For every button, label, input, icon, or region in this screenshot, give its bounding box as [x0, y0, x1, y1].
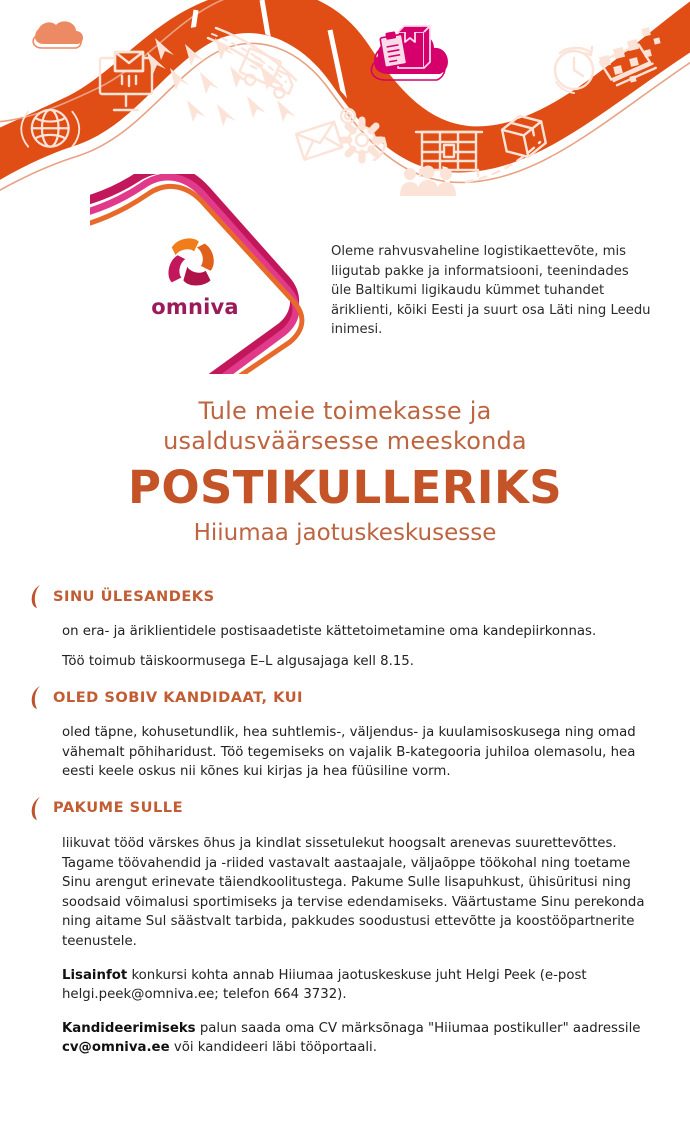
- bracket-icon: [30, 584, 42, 608]
- section-tasks-paragraph-1: on era- ja äriklientidele postisaadetiste kättetoimetamine oma kandepiirkonnas.: [62, 624, 597, 639]
- masthead: [0, 200, 690, 390]
- section-title-offer: PAKUME SULLE: [53, 799, 184, 817]
- apply-label: Kandideerimiseks: [62, 1020, 196, 1036]
- omniva-wordmark: omniva: [151, 295, 239, 319]
- envelope-icon: [296, 122, 342, 160]
- section-header-tasks: [30, 584, 660, 608]
- section-tasks-paragraph-2: Töö toimub täiskoormusega E–L algusajaga kell 8.15.: [62, 653, 414, 669]
- bracket-icon: [30, 685, 42, 709]
- company-intro-text: Oleme rahvusvaheline logistikaettevõte, mis liigutab pakke ja informatsiooni, teenindades üle Baltikumi ligikaudu kümmet tuhandet äriklienti, kõiki Eesti ja suurt osa Läti ning Leedu inimesi.: [331, 244, 651, 337]
- apply-text-before-email: palun saada oma CV märksõnaga "Hiiumaa postikuller" aadressile: [195, 1020, 641, 1036]
- bracket-icon: [30, 796, 42, 820]
- omniva-logo: [140, 230, 250, 319]
- section-title-candidate: OLED SOBIV KANDIDAAT, KUI: [53, 688, 303, 706]
- section-header-offer: [30, 796, 660, 820]
- parcel-cloud-icon: [371, 26, 448, 80]
- orange-ribbon: [0, 0, 690, 196]
- contact-info-label: Lisainfot: [62, 967, 128, 983]
- cloud-icon: [33, 21, 83, 48]
- job-content: [0, 584, 690, 1058]
- header-banner: [0, 0, 690, 200]
- apply-text-after-email: või kandideeri läbi tööportaali.: [169, 1040, 377, 1056]
- section-title-tasks: SINU ÜLESANDEKS: [53, 587, 215, 605]
- job-headline: [0, 396, 690, 548]
- job-title: POSTIKULLERIKS: [127, 461, 563, 514]
- contact-info-paragraph: [30, 966, 660, 1005]
- contact-info-text: konkursi kohta annab Hiiumaa jaotuskeskuse juht Helgi Peek (e-post helgi.peek@omniva.ee; telefon 664 3732).: [62, 967, 587, 1003]
- headline-lead-line-2: usaldusväärsesse meeskonda: [163, 427, 527, 455]
- section-header-candidate: [30, 685, 660, 709]
- section-candidate-paragraph: oled täpne, kohusetundlik, hea suhtlemis-, väljendus- ja kuulamisoskusega ning omad vähemalt põhiharidust. Töö tegemiseks on vajalik B-kategooria juhiloa olemasolu, hea eesti keele oskus nii kõnes kui kirjas ja hea füüsiline vorm.: [62, 725, 636, 780]
- apply-email: cv@omniva.ee: [62, 1040, 170, 1056]
- banner-graphic: [0, 0, 690, 200]
- job-location: Hiiumaa jaotuskeskusesse: [193, 520, 497, 546]
- headline-lead-line-1: Tule meie toimekasse ja: [198, 397, 492, 425]
- section-offer-paragraph: liikuvat tööd värskes õhus ja kindlat sissetulekut hoogsalt arenevas suurettevõttes. Tagame töövahendid ja -riided vastavalt aastaajale, väljaõppe töökohal ning toetame Sinu arengut erinevate täiendkoolitustega. Pakume Sulle lisapuhkust, ühisüritusi ning soodsaid võimalusi sportimiseks ja tervise edendamiseks. Väärtustame Sinu perekonda ning aitame Sul säästvalt tarbida, pakkudes soodustusi ettevõtte ja koostööpartnerite teenustele.: [62, 835, 645, 949]
- omniva-arcs-logo-icon: [164, 230, 226, 292]
- apply-instructions-paragraph: [30, 1019, 660, 1058]
- arrows-icon: [147, 38, 296, 126]
